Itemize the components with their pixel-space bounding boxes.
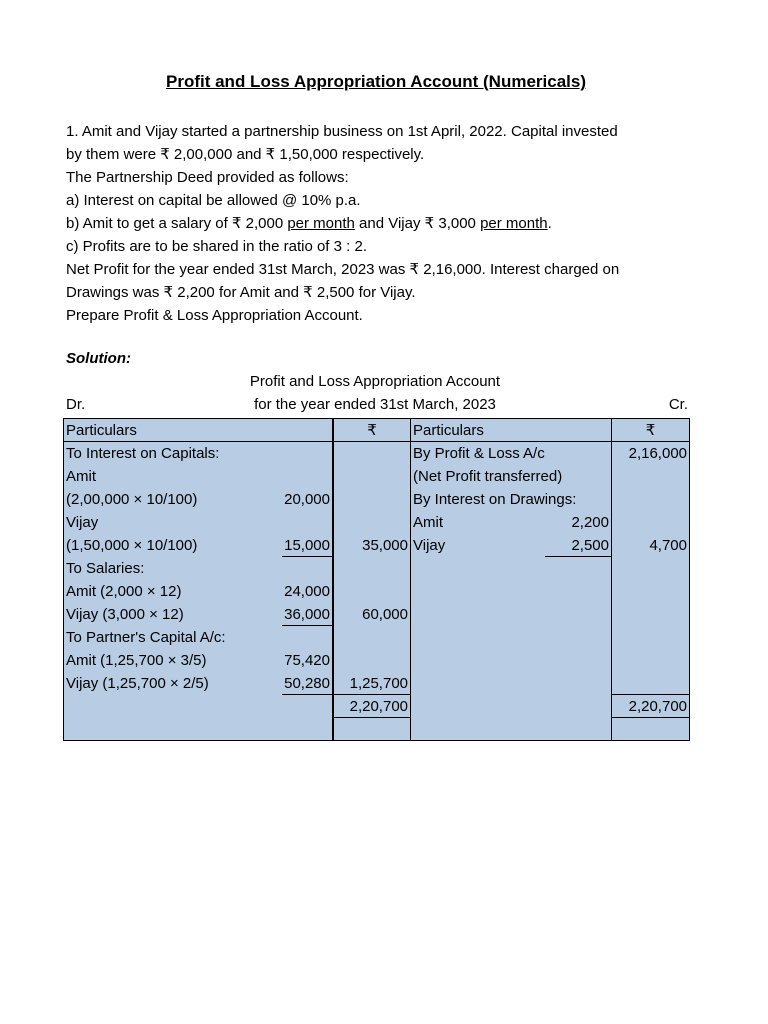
underlined-text: per month <box>287 215 355 232</box>
column-divider <box>611 419 612 740</box>
credit-row-label: Amit <box>413 514 443 531</box>
credit-grand-total: 2,20,700 <box>628 698 687 715</box>
debit-row-label: Vijay (3,000 × 12) <box>66 606 184 623</box>
debit-row-label: (2,00,000 × 10/100) <box>66 491 198 508</box>
ledger-table <box>63 418 690 741</box>
debit-inner-amount: 15,000 <box>284 537 330 554</box>
debit-row-label: Amit (1,25,700 × 3/5) <box>66 652 207 669</box>
problem-line: c) Profits are to be shared in the ratio of 3 : 2. <box>66 238 367 255</box>
debit-grand-total: 2,20,700 <box>349 698 408 715</box>
debit-total-amount: 60,000 <box>362 606 408 623</box>
header-particulars: Particulars <box>413 422 484 439</box>
problem-line: 1. Amit and Vijay started a partnership business on 1st April, 2022. Capital invested <box>66 123 618 140</box>
credit-row-label: (Net Profit transferred) <box>413 468 563 485</box>
debit-label: Dr. <box>66 396 86 413</box>
problem-line: The Partnership Deed provided as follows: <box>66 169 349 186</box>
header-rupee: ₹ <box>645 422 656 439</box>
problem-line <box>66 212 686 235</box>
underlined-text: per month <box>480 215 548 232</box>
debit-row-label: Vijay (1,25,700 × 2/5) <box>66 675 209 692</box>
debit-inner-amount: 75,420 <box>284 652 330 669</box>
credit-label: Cr. <box>668 396 688 413</box>
debit-row-label: To Interest on Capitals: <box>66 445 220 462</box>
credit-inner-amount: 2,500 <box>571 537 609 554</box>
debit-inner-amount: 36,000 <box>284 606 330 623</box>
page-title: Profit and Loss Appropriation Account (Numericals) <box>166 72 586 91</box>
debit-inner-amount: 50,280 <box>284 675 330 692</box>
credit-row-label: By Interest on Drawings: <box>413 491 577 508</box>
debit-row-label: To Salaries: <box>66 560 145 577</box>
problem-line: by them were ₹ 2,00,000 and ₹ 1,50,000 respectively. <box>66 146 425 163</box>
debit-total-amount: 1,25,700 <box>349 675 408 692</box>
text: and Vijay ₹ 3,000 <box>354 215 481 232</box>
credit-total-amount: 4,700 <box>649 537 687 554</box>
solution-label: Solution: <box>66 350 131 367</box>
debit-row-label: Amit (2,000 × 12) <box>66 583 182 600</box>
problem-statement <box>66 120 686 327</box>
debit-row-label: (1,50,000 × 10/100) <box>66 537 198 554</box>
debit-inner-amount: 20,000 <box>284 491 330 508</box>
credit-row-label: Vijay <box>413 537 446 554</box>
column-divider <box>410 419 411 740</box>
debit-row-label: Amit <box>66 468 96 485</box>
debit-total-amount: 35,000 <box>362 537 408 554</box>
text: . <box>547 215 552 232</box>
problem-line: Prepare Profit & Loss Appropriation Account. <box>66 307 363 324</box>
debit-row-label: To Partner's Capital A/c: <box>66 629 226 646</box>
credit-total-amount: 2,16,000 <box>628 445 687 462</box>
debit-inner-amount: 24,000 <box>284 583 330 600</box>
text: b) Amit to get a salary of ₹ 2,000 <box>66 215 288 232</box>
problem-line: Drawings was ₹ 2,200 for Amit and ₹ 2,500 for Vijay. <box>66 284 416 301</box>
debit-row-label: Vijay <box>66 514 99 531</box>
account-period: for the year ended 31st March, 2023 <box>254 396 496 413</box>
credit-inner-amount: 2,200 <box>571 514 609 531</box>
problem-line: a) Interest on capital be allowed @ 10% p.a. <box>66 192 361 209</box>
credit-row-label: By Profit & Loss A/c <box>413 445 545 462</box>
header-particulars: Particulars <box>66 422 137 439</box>
account-title: Profit and Loss Appropriation Account <box>249 373 501 390</box>
header-rupee: ₹ <box>367 422 377 439</box>
problem-line: Net Profit for the year ended 31st March, 2023 was ₹ 2,16,000. Interest charged on <box>66 261 620 278</box>
